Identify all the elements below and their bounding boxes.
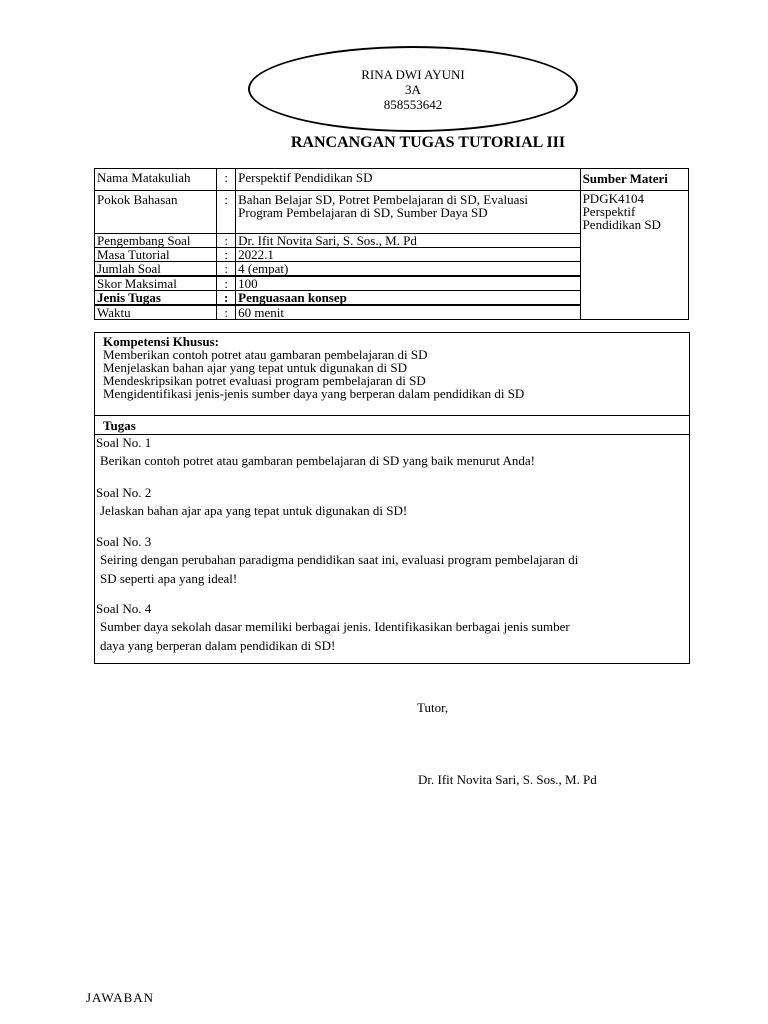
- info-colon: :: [217, 291, 236, 306]
- kompetensi-header: Kompetensi Khusus:: [103, 334, 219, 349]
- soal-text: daya yang berperan dalam pendidikan di SD!: [100, 638, 336, 653]
- kompetensi-item: Menjelaskan bahan ajar yang tepat untuk digunakan di SD: [103, 360, 407, 375]
- soal-text: SD seperti apa yang ideal!: [100, 571, 238, 586]
- info-value: [236, 191, 580, 234]
- student-name: RINA DWI AYUNI: [361, 66, 465, 82]
- sumber-line: Perspektif: [582, 204, 636, 219]
- tutor-name: Dr. Ifit Novita Sari, S. Sos., M. Pd: [418, 772, 597, 787]
- student-identity-oval: [248, 46, 578, 132]
- sumber-line: Pendidikan SD: [582, 217, 661, 232]
- info-value: 100: [236, 276, 580, 291]
- info-label: Jenis Tugas: [95, 291, 217, 306]
- tugas-header: Tugas: [103, 418, 136, 433]
- student-nim: 858553642: [383, 96, 443, 112]
- sumber-line: PDGK4104: [582, 191, 644, 206]
- pokok-bahasan-text: Bahan Belajar SD, Potret Pembelajaran di SD, Evaluasi Program Pembelajaran di SD, Sumber Daya SD: [238, 192, 529, 220]
- tutor-label: Tutor,: [417, 700, 449, 715]
- course-info-table: [94, 168, 689, 320]
- info-colon: :: [217, 276, 236, 291]
- kompetensi-section: [103, 335, 524, 400]
- info-value: 4 (empat): [236, 262, 580, 277]
- kompetensi-item: Mengidentifikasi jenis-jenis sumber daya yang berperan dalam pendidikan di SD: [103, 386, 525, 401]
- task-box: [94, 332, 690, 664]
- kompetensi-item: Mendeskripsikan potret evaluasi program pembelajaran di SD: [103, 373, 426, 388]
- soal-text: Jelaskan bahan ajar apa yang tepat untuk digunakan di SD!: [100, 503, 408, 518]
- info-value: 2022.1: [236, 248, 580, 262]
- info-colon: :: [217, 169, 236, 191]
- soal-text: Seiring dengan perubahan paradigma pendidikan saat ini, evaluasi program pembelajaran di: [100, 552, 579, 567]
- info-label: Pokok Bahasan: [95, 191, 217, 234]
- student-class: 3A: [405, 81, 421, 97]
- info-value: Perspektif Pendidikan SD: [236, 169, 580, 191]
- sumber-materi-cell: [580, 191, 688, 320]
- info-colon: :: [217, 191, 236, 234]
- info-label: Skor Maksimal: [95, 276, 217, 291]
- document-title: RANCANGAN TUGAS TUTORIAL III: [290, 134, 566, 151]
- info-value: 60 menit: [236, 305, 580, 320]
- info-label: Pengembang Soal: [95, 234, 217, 248]
- soal-label: Soal No. 4: [96, 601, 152, 616]
- soal-item: [96, 601, 570, 655]
- soal-item: [96, 435, 535, 470]
- soal-text: Berikan contoh potret atau gambaran pembelajaran di SD yang baik menurut Anda!: [100, 453, 535, 468]
- soal-label: Soal No. 2: [96, 485, 152, 500]
- kompetensi-item: Memberikan contoh potret atau gambaran pembelajaran di SD: [103, 347, 428, 362]
- info-value: Penguasaan konsep: [236, 291, 580, 306]
- divider: [95, 415, 689, 416]
- soal-label: Soal No. 3: [96, 534, 152, 549]
- soal-item: [96, 485, 407, 520]
- info-label: Waktu: [95, 305, 217, 320]
- info-label: Nama Matakuliah: [95, 169, 217, 191]
- info-label: Jumlah Soal: [95, 262, 217, 277]
- info-colon: :: [217, 262, 236, 277]
- info-colon: :: [217, 248, 236, 262]
- info-label: Masa Tutorial: [95, 248, 217, 262]
- jawaban-label: JAWABAN: [86, 990, 155, 1005]
- info-value: Dr. Ifit Novita Sari, S. Sos., M. Pd: [236, 234, 580, 248]
- info-colon: :: [217, 234, 236, 248]
- soal-label: Soal No. 1: [96, 435, 152, 450]
- info-colon: :: [217, 305, 236, 320]
- soal-item: [96, 534, 578, 588]
- sumber-materi-header: Sumber Materi: [580, 169, 688, 191]
- soal-text: Sumber daya sekolah dasar memiliki berbagai jenis. Identifikasikan berbagai jenis sumber: [100, 619, 570, 634]
